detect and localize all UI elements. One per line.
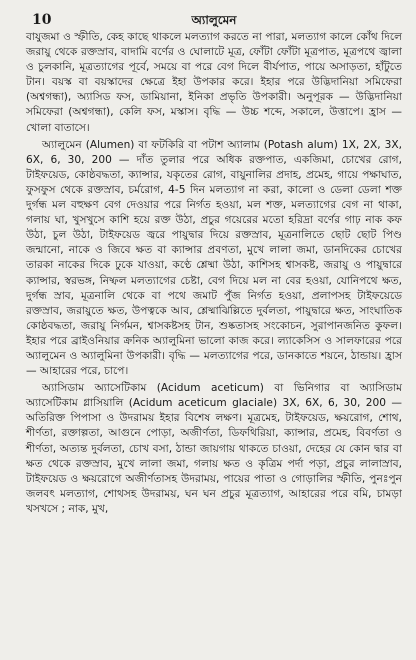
page-header xyxy=(26,8,402,30)
paragraph-acidum-aceticum: অ্যাসিডাম অ্যাসেটিকাম (Acidum aceticum) বা ভিনিগার বা অ্যাসিডাম অ্যাসেটিকাম গ্লাসিয়ালি (Acidum aceticum glaciale) 3X, 6X, 6, 30, 200 — অতিরিক্ত পিপাসা ও উদরাময় ইহার বিশেষ লক্ষণ। মূত্রমেহ, টাইফয়েড, ক্ষয়রোগ, শোথ, শীর্ণতা, রক্তাল্পতা, আগুনে পোড়া, অজীর্ণতা, ডিফথিরিয়া, ক্যান্সার, প্রমেহ, বিবর্ণতা ও শীর্ণতা, অত্যন্ত দুর্বলতা, চোখ বসা, ঠান্ডা জায়গায় থাকতে চাওয়া, দেহের যে কোন দ্বার বা ক্ষত থেকে রক্তস্রাব, মুখে লালা জমা, গলায় ক্ষত ও কৃত্রিম পর্দা পড়া, প্রচুর লালাস্রাব, টাইফয়েড ও ক্ষয়রোগে অজীর্ণতাসহ উদরাময়, পায়ের পাতা ও গোড়ালির স্ফীতি, পুনঃপুন জলবৎ মলত্যাগ, শোথসহ উদরাময়, ঘন ঘন প্রচুর মূত্রত্যাগ, আহারের পরে বমি, চামড়া খসখসে ; নাক, মুখ, xyxy=(26,382,402,515)
page-number: 10 xyxy=(32,12,52,28)
running-title: অ্যালুমেন xyxy=(191,13,237,27)
paragraph-continuation: বাযুজমা ও স্ফীতি, কেহ কাছে থাকলে মলত্যাগ করতে না পারা, মলত্যাগ কালে কোঁথ দিলে জরায়ু থেকে রক্তস্রাব, বাদামি বর্ণের ও ঘোলাটে মূত্র, ফোঁটা ফোঁটা মূত্রপাত, মূত্রপথে জ্বালা ও চুলকানি, মূত্রত্যাগের পূর্বে, সময়ে বা পরে বেগ দিলে বীর্যপাত, পায়ে অসাড়তা, হাঁটুতে টান। বয়স্ক বা বয়স্কাদের ক্ষেত্রে ইহা উপকার করে। ইহার পরে উদ্ভিদানিয়া সমিফেরা (অশ্বগন্ধা), অ্যাসিড ফস, ডামিয়ানা, ইনিকা প্রভৃতি উপকারী। অনুপূরক — উদ্ভিদানিয়া সমিফেরা (অশ্বগন্ধা), কেলি ফস, মস্কাস। বৃদ্ধি — উচ্চ শব্দে, সকালে, উত্তাপে। হ্রাস — খোলা বাতাসে। xyxy=(26,31,402,134)
paragraph-alumen: অ্যালুমেন (Alumen) বা ফটকিরি বা পটাশ অ্যালাম (Potash alum) 1X, 2X, 3X, 6X, 6, 30, 200 — দাঁত তুলার পরে অধিক রক্তপাত, একজিমা, চোখের রোগ, টাইফয়েড, কোষ্ঠবদ্ধতা, ক্যান্সার, যকৃতের রোগ, বায়ুনালির প্রদাহ, প্রমেহ, গায়ে পক্ষাঘাত, ফুসফুস থেকে রক্তস্রাব, চর্মরোগ, 4-5 দিন মলত্যাগ না করা, কালো ও ডেলা ডেলা শক্ত দুর্গন্ধ মল বহুক্ষণ বেগ দেওয়ার পরে নির্গত হওয়া, মল শক্ত, মলত্যাগের বেগ না থাকা, গলায় ঘা, খুসখুসে কাশি হয়ে রক্ত উঠা, প্রচুর গয়েরের মতো হরিদ্রা বর্ণের গাঢ় নাক কফ উঠা, চুল উঠা, টাইফয়েড জ্বরে পায়ুদ্বার দিয়ে রক্তস্রাব, মূত্রনালিতে ছোট ছোট পিণ্ড জন্মানো, নাকে ও জিবে ক্ষত বা ক্যান্সার প্রবণতা, মুখে লালা জমা, ডানদিকের চোখের তারকা নাকের দিকে ঢুকে যাওয়া, কণ্ঠে শ্লেষ্মা উঠা, কাশিসহ শ্বাসকষ্ট, জরায়ু ও পায়ুদ্বারে ক্যান্সার, স্বরভঙ্গ, নিষ্ফল মলত্যাগের চেষ্টা, বেগ দিয়ে মল না বের হওয়া, যোনিপথে ক্ষত, দুর্গন্ধ স্রাব, মূত্রনালি থেকে বা পথে জমাট পুঁজ নির্গত হওয়া, প্রলাপসহ টাইফয়েডে রক্তস্রাব, জরায়ুতে ক্ষত, উপত্বকে আব, শ্লেষ্মাঝিল্লিতে দুর্বলতা, পায়ুদ্বারে ক্ষত, সাংঘাতিক কোষ্ঠবদ্ধতা, জরায়ু নির্গমন, শ্বাসকষ্টসহ টান, শুষ্কতাসহ সংকোচন, সুরাপানজনিত কুফল। ইহার পরে ব্রাইওনিয়ার ক্রনিক অ্যালুমিনা ভালো কাজ করে। ল্যাকেসিস ও সালফারের পরে অ্যালুমেন ও অ্যালুমিনা উপকারী। বৃদ্ধি — মলত্যাগের পরে, ডানকাতে শয়নে, ঠান্ডায়। হ্রাস — আহারের পরে, চাপে। xyxy=(26,138,402,378)
